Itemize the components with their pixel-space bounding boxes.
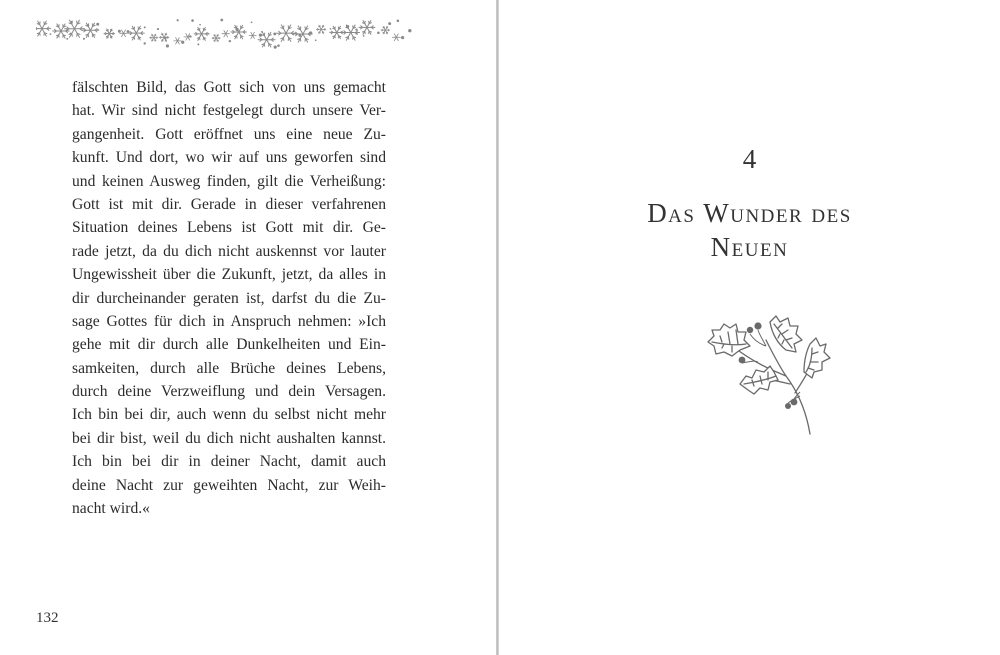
text-line: Ich bin bei dir, auch wenn du selbst nicht mehr: [72, 406, 386, 424]
chapter-title-line-2: Neuen: [710, 232, 789, 262]
text-line: Situation deines Lebens ist Gott mit dir. Ge-: [72, 219, 386, 237]
text-line: nacht wird.«: [72, 500, 150, 518]
chapter-number: 4: [742, 144, 757, 174]
text-line: hat. Wir sind nicht festgelegt durch unsere Ver-: [72, 102, 386, 120]
text-line: samkeiten, durch alle Brüche deines Lebens,: [72, 359, 386, 377]
text-line: dir durcheinander geraten ist, darfst du die Zu-: [72, 289, 386, 307]
text-line: und keinen Ausweg finden, gilt die Verheißung:: [72, 172, 386, 190]
chapter-title-line-1: Das Wunder des: [647, 198, 852, 228]
text-line: Gott ist mit dir. Gerade in dieser verfahrenen: [72, 195, 386, 213]
text-line: deine Nacht zur geweihten Nacht, zur Weih-: [72, 476, 386, 494]
holly-branch-icon: [698, 300, 838, 440]
text-line: sage Gottes für dich in Anspruch nehmen: »Ich: [72, 312, 386, 330]
snowflake-border-icon: [36, 16, 414, 52]
text-line: gehe mit dir durch alle Dunkelheiten und Ein-: [72, 336, 386, 354]
left-page: [0, 0, 497, 655]
text-line: rade jetzt, da du dich nicht auskennst vor lauter: [72, 242, 386, 260]
chapter-title: [499, 196, 1000, 264]
body-text: [72, 76, 386, 520]
text-line: Ich bin bei dir in deiner Nacht, damit auch: [72, 453, 386, 471]
text-line: fälschten Bild, das Gott sich von uns gemacht: [72, 79, 386, 96]
text-line: gangenheit. Gott eröffnet uns eine neue Zu-: [72, 125, 386, 143]
page-number: 132: [36, 610, 59, 626]
text-line: bei dir bist, weil du dich nicht aushalten kannst.: [72, 429, 386, 447]
text-line: Ungewissheit über die Zukunft, jetzt, da alles in: [72, 266, 386, 284]
text-line: kunft. Und dort, wo wir auf uns geworfen sind: [72, 149, 386, 167]
text-line: durch deine Verzweiflung und dein Versagen.: [72, 383, 386, 401]
